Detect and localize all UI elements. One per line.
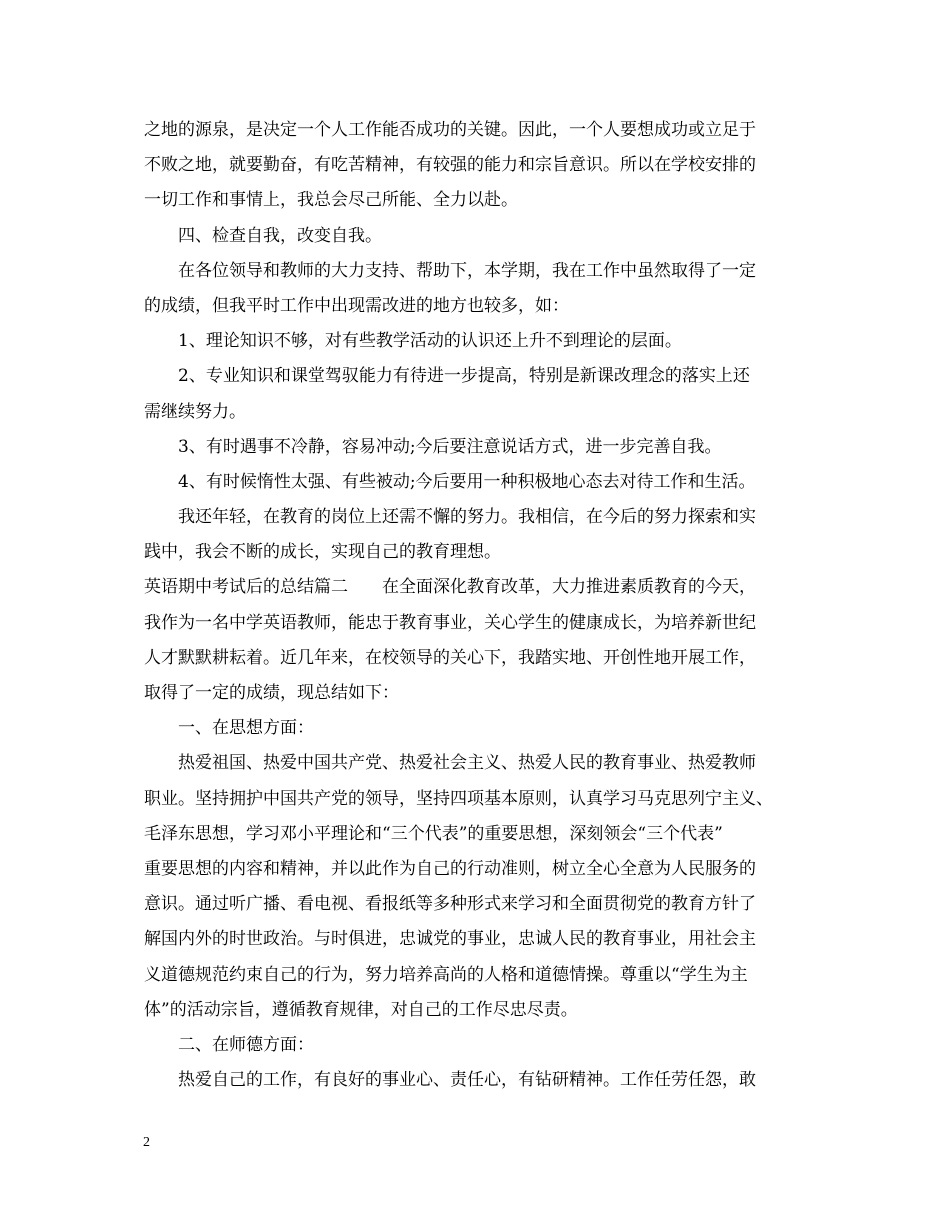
text-line: 毛泽东思想，学习邓小平理论和“三个代表”的重要思想，深刻领会“三个代表” — [144, 823, 723, 844]
text-line: 职业。坚持拥护中国共产党的领导，坚持四项基本原则，认真学习马克思列宁主义、 — [144, 788, 773, 809]
text-line: 我还年轻，在教育的岗位上还需不懈的努力。我相信，在今后的努力探索和实 — [178, 507, 756, 528]
text-line: 不败之地，就要勤奋，有吃苦精神，有较强的能力和宗旨意识。所以在学校安排的 — [144, 155, 756, 176]
text-line: 体”的活动宗旨，遵循教育规律，对自己的工作尽忠尽责。 — [144, 999, 578, 1020]
text-line: 四、检查自我，改变自我。 — [178, 225, 382, 246]
text-line: 3、有时遇事不冷静，容易冲动;今后要注意说话方式，进一步完善自我。 — [178, 436, 722, 457]
text-line: 热爱祖国、热爱中国共产党、热爱社会主义、热爱人民的教育事业、热爱教师 — [178, 753, 756, 774]
text-line: 2、专业知识和课堂驾驭能力有待进一步提高，特别是新课改理念的落实上还 — [178, 366, 750, 387]
text-line: 需继续努力。 — [144, 401, 246, 422]
text-line: 重要思想的内容和精神，并以此作为自己的行动准则，树立全心全意为人民服务的 — [144, 858, 756, 879]
text-line: 之地的源泉，是决定一个人工作能否成功的关键。因此，一个人要想成功或立足于 — [144, 120, 756, 140]
text-line: 一、在思想方面： — [178, 718, 314, 739]
text-line: 在各位领导和教师的大力支持、帮助下，本学期，我在工作中虽然取得了一定 — [178, 260, 756, 281]
text-line: 二、在师德方面： — [178, 1034, 314, 1055]
text-line: 我作为一名中学英语教师，能忠于教育事业，关心学生的健康成长，为培养新世纪 — [144, 612, 756, 633]
text-line: 解国内外的时世政治。与时俱进，忠诚党的事业，忠诚人民的教育事业，用社会主 — [144, 929, 756, 950]
body-text — [144, 113, 824, 1098]
text-line: 4、有时候惰性太强、有些被动;今后要用一种积极地心态去对待工作和生活。 — [178, 471, 756, 492]
text-line: 一切工作和事情上，我总会尽己所能、全力以赴。 — [144, 190, 518, 211]
page-number: 2 — [143, 1135, 150, 1150]
text-line: 践中，我会不断的成长，实现自己的教育理想。 — [144, 542, 501, 563]
text-line: 1、理论知识不够，对有些教学活动的认识还上升不到理论的层面。 — [178, 331, 682, 352]
text-line: 人才默默耕耘着。近几年来，在校领导的关心下，我踏实地、开创性地开展工作， — [144, 647, 756, 668]
text-line: 义道德规范约束自己的行为，努力培养高尚的人格和道德情操。尊重以“学生为主 — [144, 964, 748, 985]
text-line: 英语期中考试后的总结篇二 在全面深化教育改革，大力推进素质教育的今天， — [144, 577, 756, 598]
text-line: 取得了一定的成绩，现总结如下： — [144, 683, 399, 703]
text-line: 意识。通过听广播、看电视、看报纸等多种形式来学习和全面贯彻党的教育方针了 — [144, 894, 756, 915]
text-line: 的成绩，但我平时工作中出现需改进的地方也较多，如： — [144, 295, 569, 316]
text-line: 热爱自己的工作，有良好的事业心、责任心，有钻研精神。工作任劳任怨，敢 — [178, 1070, 756, 1091]
